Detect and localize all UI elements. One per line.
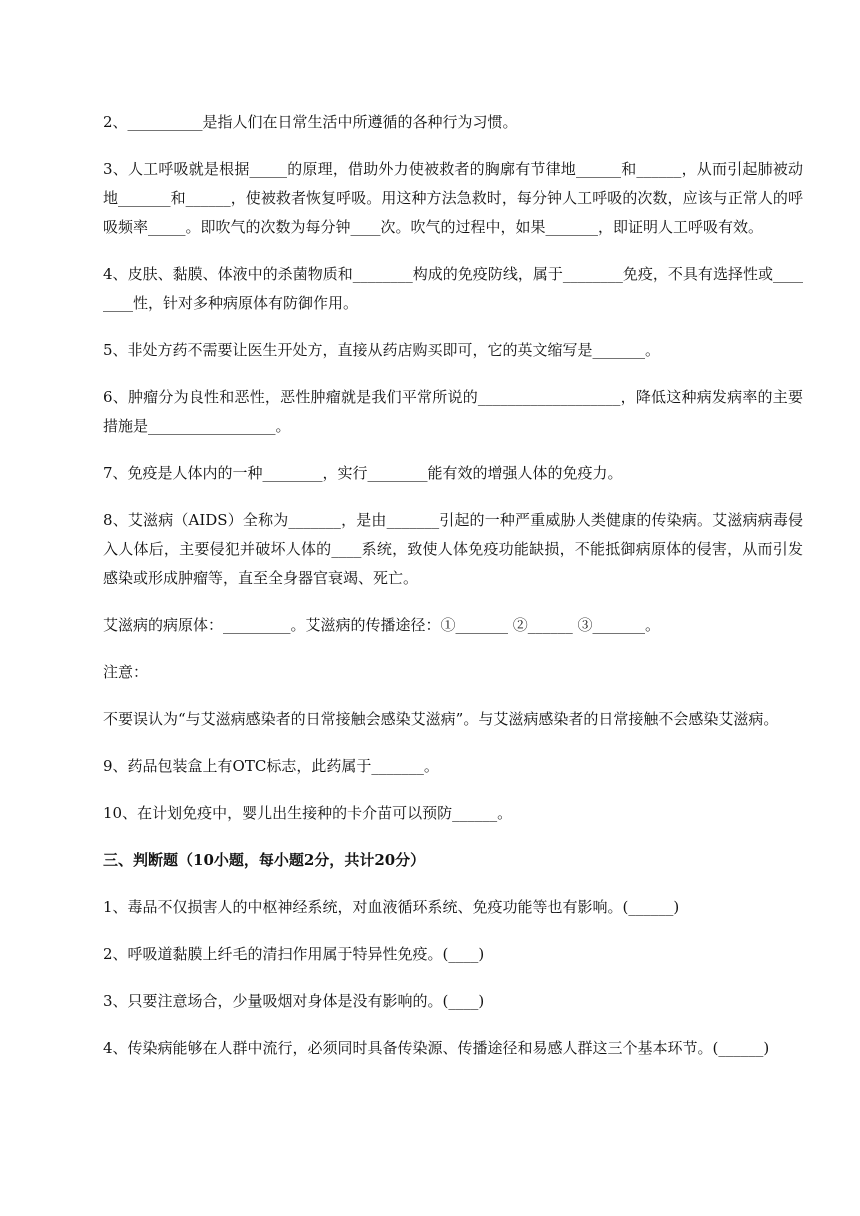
fill-blank-question-5: 5、非处方药不需要让医生开处方，直接从药店购买即可，它的英文缩写是_______。	[103, 341, 661, 359]
judgment-question-3: 3、只要注意场合，少量吸烟对身体是没有影响的。(____)	[103, 992, 485, 1010]
fill-blank-question-2: 2、__________是指人们在日常生活中所遵循的各种行为习惯。	[103, 113, 518, 131]
fill-blank-question-6: 6、肿瘤分为良性和恶性，恶性肿瘤就是我们平常所说的___________________，降低这种病发病率的主要措施是_________________。	[103, 388, 803, 435]
fill-blank-question-3: 3、人工呼吸就是根据_____的原理，借助外力使被救者的胸廓有节律地______和______，从而引起肺被动地_______和______，使被救者恢复呼吸。用这种方法急救时，每分钟人工呼吸的次数，应该与正常人的呼吸频率_____。即吹气的次数为每分钟____次。吹气的过程中，如果_______，即证明人工呼吸有效。	[103, 160, 803, 236]
aids-pathogen-line: 艾滋病的病原体：_________。艾滋病的传播途径：①_______ ②______ ③_______。	[103, 616, 661, 634]
judgment-question-4: 4、传染病能够在人群中流行，必须同时具备传染源、传播途径和易感人群这三个基本环节。(______)	[103, 1039, 770, 1057]
fill-blank-question-7: 7、免疫是人体内的一种________，实行________能有效的增强人体的免疫力。	[103, 464, 623, 482]
fill-blank-question-9: 9、药品包装盒上有OTC标志，此药属于_______。	[103, 757, 439, 775]
judgment-question-2: 2、呼吸道黏膜上纤毛的清扫作用属于特异性免疫。(____)	[103, 945, 485, 963]
note-label: 注意：	[103, 663, 149, 681]
fill-blank-question-8: 8、艾滋病（AIDS）全称为_______，是由_______引起的一种严重威胁人类健康的传染病。艾滋病病毒侵入人体后，主要侵犯并破坏人体的____系统，致使人体免疫功能缺损，不能抵御病原体的侵害，从而引发感染或形成肿瘤等，直至全身器官衰竭、死亡。	[103, 511, 803, 587]
judgment-question-1: 1、毒品不仅损害人的中枢神经系统，对血液循环系统、免疫功能等也有影响。(______)	[103, 898, 680, 916]
fill-blank-question-4: 4、皮肤、黏膜、体液中的杀菌物质和________构成的免疫防线，属于________免疫，不具有选择性或________性，针对多种病原体有防御作用。	[103, 265, 803, 312]
fill-blank-question-10: 10、在计划免疫中，婴儿出生接种的卡介苗可以预防______。	[103, 804, 513, 822]
document-page	[103, 108, 803, 1081]
note-text: 不要误认为“与艾滋病感染者的日常接触会感染艾滋病”。与艾滋病感染者的日常接触不会感染艾滋病。	[103, 710, 779, 728]
section-heading-judgment: 三、判断题（10小题，每小题2分，共计20分）	[103, 851, 426, 869]
